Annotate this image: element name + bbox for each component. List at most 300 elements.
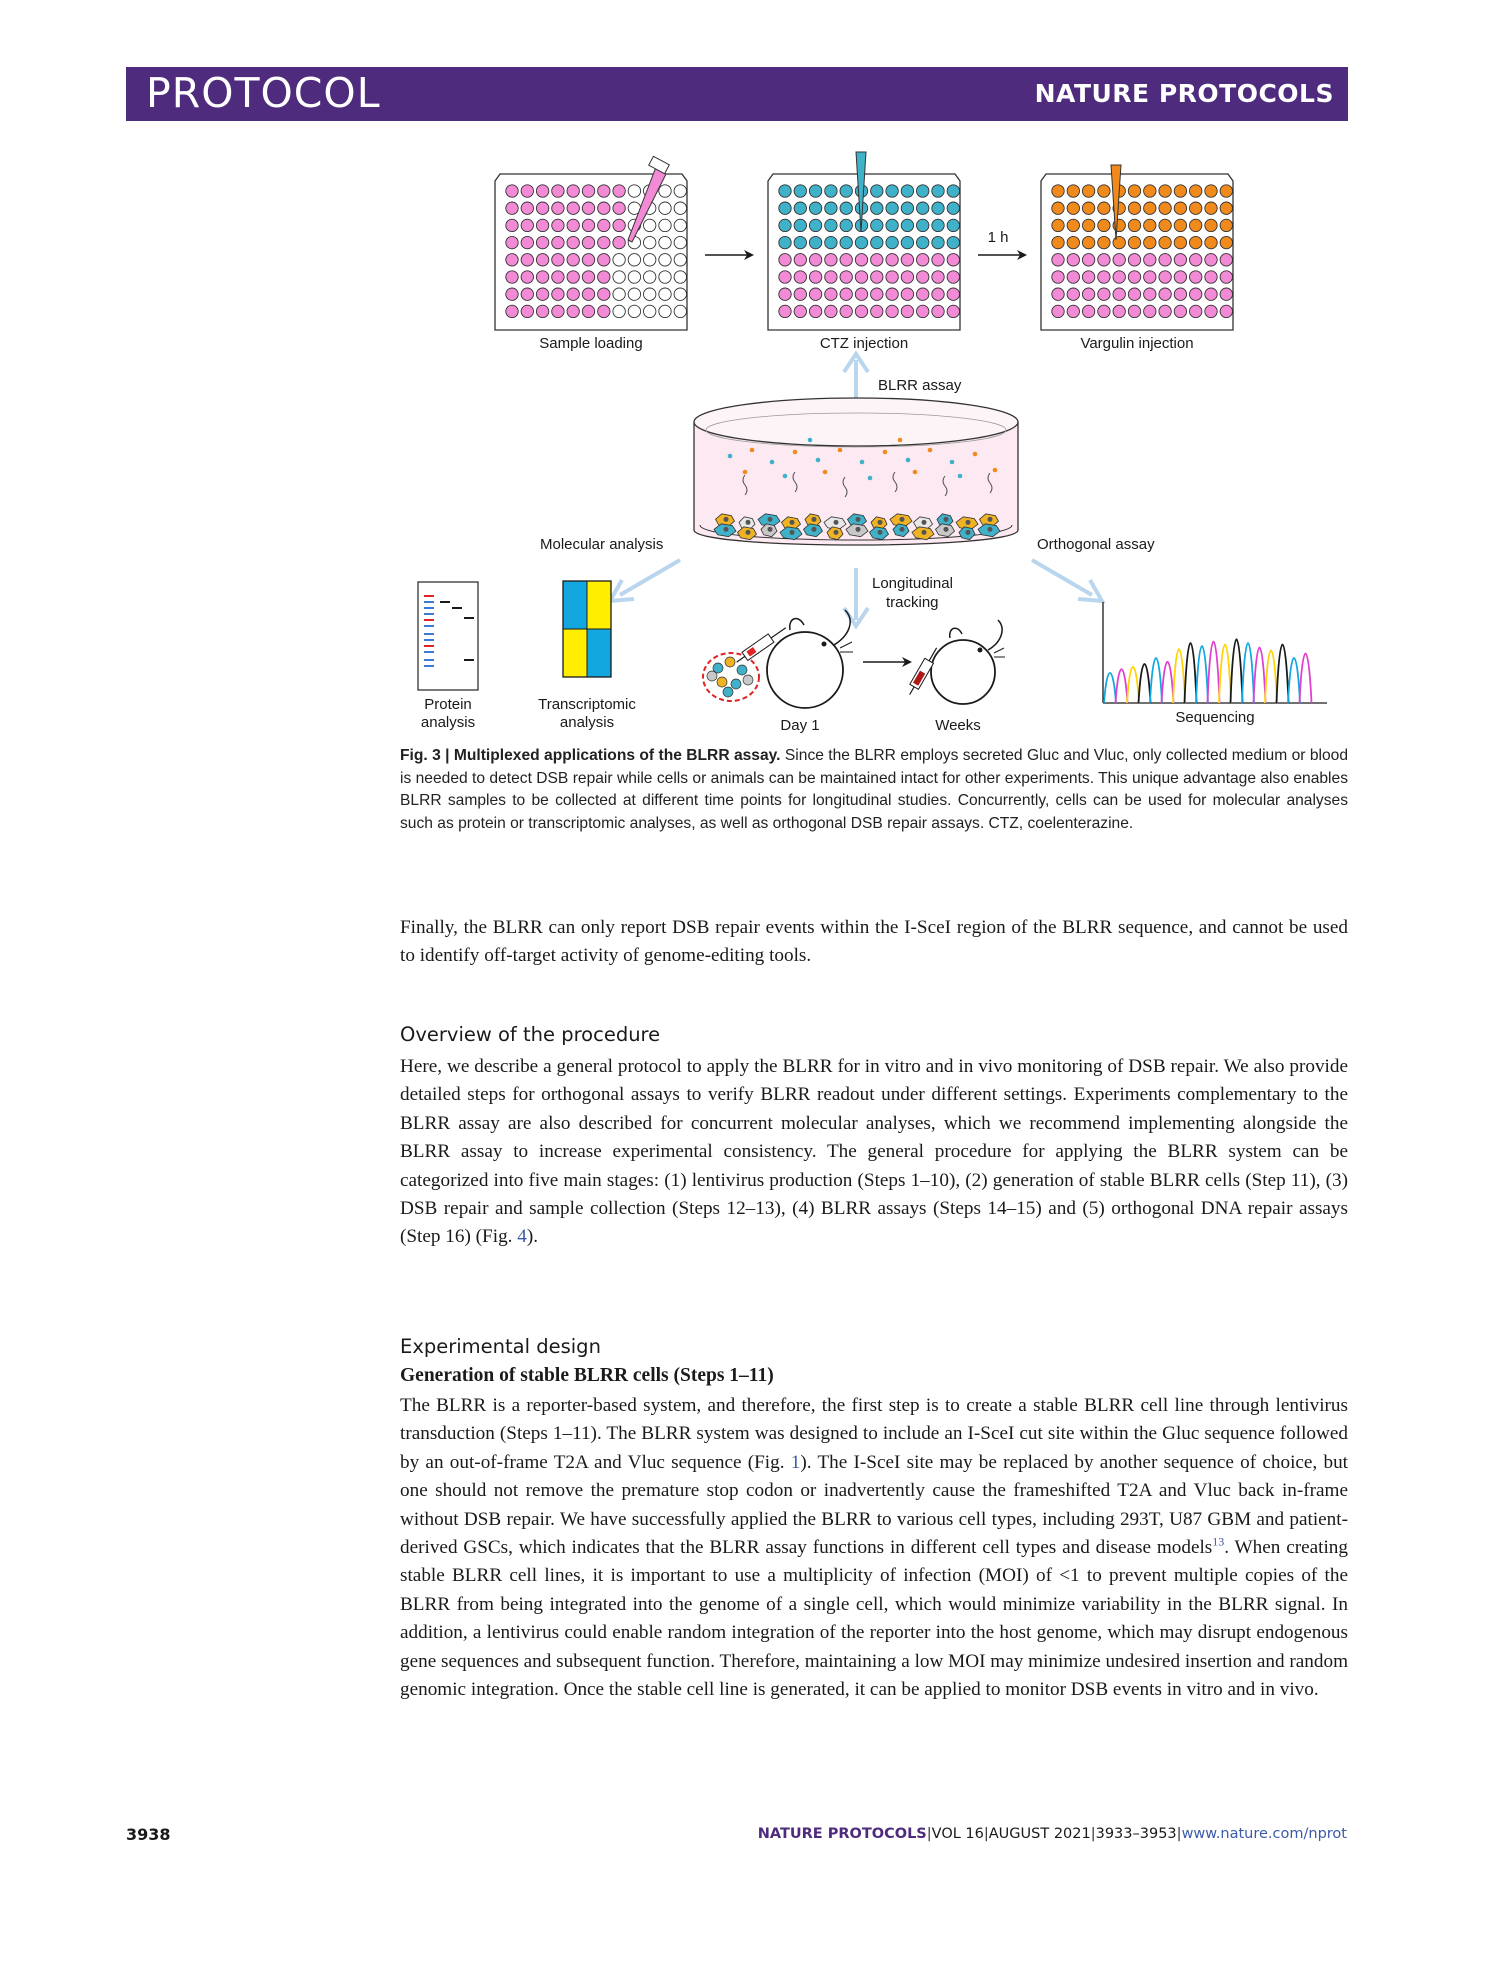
well	[855, 254, 867, 266]
peak	[1185, 643, 1197, 703]
well	[1128, 185, 1140, 197]
peak	[1127, 667, 1139, 703]
well	[917, 236, 929, 248]
nucleus	[724, 517, 729, 522]
well	[613, 288, 625, 300]
well	[1067, 202, 1079, 214]
dot	[728, 454, 733, 459]
well	[582, 288, 594, 300]
well	[1052, 219, 1064, 231]
well	[674, 271, 686, 283]
peak	[1208, 642, 1220, 704]
nucleus	[966, 520, 971, 525]
label-molecular-analysis: Molecular analysis	[540, 536, 664, 553]
well	[809, 254, 821, 266]
nucleus	[746, 520, 751, 525]
well	[1113, 305, 1125, 317]
peak	[1242, 643, 1254, 703]
label-vargulin-injection: Vargulin injection	[1080, 335, 1194, 352]
well	[506, 305, 518, 317]
nucleus	[768, 517, 773, 522]
label-protein-analysis: analysis	[420, 714, 476, 731]
well	[886, 254, 898, 266]
well	[901, 219, 913, 231]
well	[825, 219, 837, 231]
figure-ref-link[interactable]: 4	[517, 1226, 527, 1248]
dot	[973, 452, 978, 457]
well	[779, 202, 791, 214]
nucleus	[900, 527, 905, 532]
nucleus	[812, 527, 817, 532]
dot	[958, 474, 963, 479]
peak	[1162, 662, 1174, 703]
well	[871, 305, 883, 317]
well	[947, 202, 959, 214]
well	[1220, 271, 1232, 283]
well	[840, 254, 852, 266]
well	[1205, 236, 1217, 248]
well	[871, 288, 883, 300]
well	[567, 288, 579, 300]
well	[567, 305, 579, 317]
well	[567, 254, 579, 266]
well	[613, 219, 625, 231]
well	[1190, 305, 1202, 317]
well	[840, 236, 852, 248]
well	[674, 185, 686, 197]
well	[1159, 202, 1171, 214]
label-weeks: Weeks	[935, 717, 981, 734]
well	[947, 305, 959, 317]
journal-name: NATURE PROTOCOLS	[1034, 79, 1334, 108]
well	[779, 254, 791, 266]
well	[917, 288, 929, 300]
well	[644, 219, 656, 231]
well	[871, 219, 883, 231]
well	[886, 185, 898, 197]
well	[809, 271, 821, 283]
well	[779, 271, 791, 283]
well	[947, 254, 959, 266]
well	[521, 202, 533, 214]
separator: |	[1090, 1826, 1096, 1842]
well	[779, 288, 791, 300]
well	[536, 271, 548, 283]
well	[1082, 185, 1094, 197]
well	[659, 288, 671, 300]
well	[613, 185, 625, 197]
dot	[993, 468, 998, 473]
dot	[838, 448, 843, 453]
well	[659, 202, 671, 214]
well	[794, 288, 806, 300]
well	[1082, 219, 1094, 231]
dot	[883, 450, 888, 455]
nucleus	[966, 530, 971, 535]
well	[1082, 288, 1094, 300]
well	[1144, 288, 1156, 300]
paragraph-text: The BLRR is a reporter-based system, and therefore, the first step is to create a stable BLRR cell line through lentivirus transduction (Steps 1–11). The BLRR system was designed to include an I-SceI cut site within the Gluc sequence followed by an out-of-frame T2A and Vluc sequence (Fig.	[400, 1395, 1348, 1473]
figure-ref-link[interactable]: 1	[790, 1451, 801, 1473]
well	[840, 185, 852, 197]
dot	[743, 470, 748, 475]
well	[521, 271, 533, 283]
well	[567, 271, 579, 283]
well	[1113, 288, 1125, 300]
transcriptomic-heatmap-icon	[563, 581, 611, 677]
well	[825, 202, 837, 214]
well	[644, 236, 656, 248]
well	[1159, 236, 1171, 248]
well	[1052, 185, 1064, 197]
well	[521, 305, 533, 317]
dot	[816, 458, 821, 463]
well	[598, 219, 610, 231]
heading-generation: Generation of stable BLRR cells (Steps 1–11)	[400, 1365, 774, 1386]
well	[855, 236, 867, 248]
well	[794, 271, 806, 283]
well	[613, 271, 625, 283]
well	[1113, 236, 1125, 248]
well	[932, 254, 944, 266]
well	[901, 254, 913, 266]
label-blrr-assay: BLRR assay	[878, 377, 962, 394]
well	[1098, 185, 1110, 197]
well	[1174, 236, 1186, 248]
tumor-cell	[743, 675, 753, 685]
well	[598, 305, 610, 317]
culture-dish-icon	[694, 398, 1018, 545]
well	[901, 185, 913, 197]
nucleus	[922, 530, 927, 535]
well	[1128, 202, 1140, 214]
well	[825, 271, 837, 283]
well	[1220, 185, 1232, 197]
footer-citation	[758, 1826, 1347, 1842]
well	[871, 236, 883, 248]
tumor-cell	[725, 657, 735, 667]
well	[809, 236, 821, 248]
well	[1205, 254, 1217, 266]
well	[840, 305, 852, 317]
well	[779, 305, 791, 317]
well	[1052, 254, 1064, 266]
label-day1: Day 1	[780, 717, 820, 734]
nucleus	[878, 520, 883, 525]
well	[1098, 219, 1110, 231]
well	[1159, 271, 1171, 283]
peak	[1288, 658, 1300, 703]
well	[1174, 202, 1186, 214]
well	[1098, 271, 1110, 283]
well	[1128, 288, 1140, 300]
well	[1098, 305, 1110, 317]
well	[1205, 202, 1217, 214]
well	[1159, 305, 1171, 317]
well	[1052, 288, 1064, 300]
well	[628, 288, 640, 300]
well	[1067, 185, 1079, 197]
arrow-down-right-icon	[1032, 560, 1102, 601]
well	[1113, 254, 1125, 266]
well	[506, 236, 518, 248]
well	[552, 236, 564, 248]
well	[598, 185, 610, 197]
label-orthogonal-assay: Orthogonal assay	[1037, 536, 1155, 553]
plate-ctz-injection	[768, 152, 960, 330]
separator: |	[926, 1826, 932, 1842]
well	[582, 254, 594, 266]
well	[809, 185, 821, 197]
paragraph-text: Here, we describe a general protocol to apply the BLRR for in vitro and in vivo monitoring of DSB repair. We also provide detailed steps for orthogonal assays to verify BLRR readout under different settings. Experiments complementary to the BLRR assay are also described for concurrent molecular analyses, which we recommend implementing alongside the BLRR assay to increase experimental consistency. The general procedure for applying the BLRR system can be categorized into five main stages: (1) lentivirus production (Steps 1–10), (2) generation of stable BLRR cells (Step 11), (3) DSB repair and sample collection (Steps 12–13), (4) BLRR assays (Steps 14–15) and (5) orthogonal DNA repair assays (Step 16) (Fig.	[400, 1056, 1348, 1248]
label-longitudinal: Longitudinal	[872, 575, 953, 592]
well	[613, 305, 625, 317]
well	[506, 288, 518, 300]
peak	[1277, 645, 1289, 704]
well	[1174, 305, 1186, 317]
well	[917, 202, 929, 214]
well	[1159, 185, 1171, 197]
well	[659, 236, 671, 248]
well	[1220, 202, 1232, 214]
label-tracking: tracking	[886, 594, 939, 611]
well	[794, 305, 806, 317]
well	[871, 254, 883, 266]
dot	[898, 438, 903, 443]
well	[917, 254, 929, 266]
peak	[1116, 669, 1128, 703]
well	[1052, 202, 1064, 214]
well	[1205, 219, 1217, 231]
well	[567, 236, 579, 248]
nucleus	[768, 527, 773, 532]
well	[871, 185, 883, 197]
well	[506, 271, 518, 283]
nucleus	[790, 530, 795, 535]
well	[794, 202, 806, 214]
well	[932, 236, 944, 248]
well	[1205, 288, 1217, 300]
well	[1174, 254, 1186, 266]
footer-url-link[interactable]: www.nature.com/nprot	[1181, 1826, 1347, 1842]
peak	[1173, 649, 1185, 703]
well	[947, 219, 959, 231]
citation-ref-link[interactable]: 13	[1212, 1534, 1225, 1549]
well	[1128, 271, 1140, 283]
footer-volume: VOL 16	[931, 1826, 984, 1842]
well	[1159, 254, 1171, 266]
well	[1190, 236, 1202, 248]
figure-illustration	[400, 150, 1350, 740]
well	[1098, 202, 1110, 214]
nucleus	[746, 530, 751, 535]
well	[659, 254, 671, 266]
mouse-day1-icon	[703, 610, 853, 708]
well	[567, 219, 579, 231]
well	[506, 202, 518, 214]
well	[674, 288, 686, 300]
label-protein: Protein	[424, 696, 472, 713]
well	[917, 219, 929, 231]
dot	[868, 476, 873, 481]
nucleus	[878, 530, 883, 535]
well	[674, 236, 686, 248]
well	[809, 305, 821, 317]
well	[871, 202, 883, 214]
well	[582, 219, 594, 231]
well	[1144, 305, 1156, 317]
well	[1205, 271, 1217, 283]
well	[901, 236, 913, 248]
well	[1174, 185, 1186, 197]
well	[582, 271, 594, 283]
well	[674, 305, 686, 317]
separator: |	[983, 1826, 989, 1842]
well	[901, 305, 913, 317]
dot	[950, 460, 955, 465]
peak	[1265, 651, 1277, 704]
peak	[1300, 654, 1312, 704]
peak	[1150, 658, 1162, 703]
well	[598, 202, 610, 214]
well	[536, 254, 548, 266]
well	[506, 254, 518, 266]
well	[779, 185, 791, 197]
well	[552, 271, 564, 283]
well	[886, 202, 898, 214]
well	[809, 202, 821, 214]
well	[536, 219, 548, 231]
well	[644, 271, 656, 283]
label-transcriptomic-analysis: analysis	[559, 714, 615, 731]
well	[1128, 254, 1140, 266]
well	[917, 305, 929, 317]
plate-sample-loading	[495, 156, 687, 330]
well	[1220, 305, 1232, 317]
well	[855, 288, 867, 300]
well	[947, 271, 959, 283]
well	[1067, 254, 1079, 266]
well	[825, 236, 837, 248]
well	[809, 219, 821, 231]
well	[582, 202, 594, 214]
well	[1113, 271, 1125, 283]
nucleus	[922, 520, 927, 525]
well	[1098, 236, 1110, 248]
well	[552, 254, 564, 266]
well	[536, 236, 548, 248]
header-banner	[126, 67, 1348, 121]
footer-pages: 3933–3953	[1095, 1826, 1177, 1842]
nucleus	[856, 517, 861, 522]
paragraph-limitation: Finally, the BLRR can only report DSB repair events within the I-SceI region of the BLRR sequence, and cannot be used to identify off-target activity of genome-editing tools.	[400, 917, 1348, 967]
well	[871, 271, 883, 283]
well	[886, 219, 898, 231]
well	[947, 185, 959, 197]
well	[1174, 219, 1186, 231]
well	[644, 288, 656, 300]
well	[628, 271, 640, 283]
well	[917, 185, 929, 197]
well	[840, 219, 852, 231]
well	[1082, 236, 1094, 248]
well	[1159, 219, 1171, 231]
dot	[928, 448, 933, 453]
well	[598, 288, 610, 300]
well	[1082, 202, 1094, 214]
well	[1082, 271, 1094, 283]
caption-text: Since the BLRR employs secreted Gluc and Vluc, only collected medium or blood is needed to detect DSB repair while cells or animals can be maintained intact for other experiments. This unique advantage also enables BLRR samples to be collected at different time points for longitudinal studies. Concurrently, cells can be used for molecular analyses such as protein or transcriptomic analyses, as well as orthogonal DSB repair assays. CTZ, coelenterazine.	[400, 747, 1349, 832]
paragraph-text: . When creating stable BLRR cell lines, it is important to use a multiplicity of infection (MOI) of <1 to prevent multiple copies of the BLRR from being integrated into the genome of a single cell, which would minimize variability in the BLRR signal. In addition, a lentivirus could enable random integration of the reporter into the host genome, which may disrupt endogenous gene sequences and subsequent function. Therefore, maintaining a low MOI may minimize undesired insertion and random genomic integration. Once the stable cell line is generated, it can be applied to monitor DSB events in vitro and in vivo.	[400, 1537, 1348, 1701]
label-one-hour: 1 h	[987, 229, 1009, 246]
arrow-down-icon	[844, 568, 868, 626]
well	[613, 202, 625, 214]
well	[825, 185, 837, 197]
nucleus	[812, 517, 817, 522]
well	[628, 185, 640, 197]
figure-caption	[400, 745, 1348, 835]
nucleus	[988, 517, 993, 522]
peak	[1219, 645, 1231, 704]
well	[1159, 288, 1171, 300]
well	[521, 288, 533, 300]
well	[598, 271, 610, 283]
well	[506, 219, 518, 231]
dot	[770, 460, 775, 465]
well	[1144, 185, 1156, 197]
well	[1205, 185, 1217, 197]
well	[1098, 254, 1110, 266]
well	[1128, 236, 1140, 248]
well	[1144, 219, 1156, 231]
well	[674, 254, 686, 266]
mouse-weeks-icon	[905, 620, 1005, 704]
well	[1128, 219, 1140, 231]
well	[886, 271, 898, 283]
peak	[1231, 639, 1243, 703]
well	[779, 219, 791, 231]
well	[1067, 219, 1079, 231]
heading-overview: Overview of the procedure	[400, 1023, 661, 1046]
dot	[860, 460, 865, 465]
well	[886, 288, 898, 300]
dot	[783, 474, 788, 479]
well	[809, 288, 821, 300]
peak	[1139, 664, 1151, 703]
well	[932, 288, 944, 300]
peak	[1104, 673, 1116, 703]
well	[674, 219, 686, 231]
well	[582, 305, 594, 317]
well	[552, 219, 564, 231]
well	[628, 254, 640, 266]
paragraph-overview	[400, 1053, 1348, 1252]
footer-journal: NATURE PROTOCOLS	[757, 1826, 927, 1842]
tumor-cell	[717, 677, 727, 687]
well	[855, 271, 867, 283]
well	[582, 185, 594, 197]
well	[659, 219, 671, 231]
well	[536, 305, 548, 317]
well	[644, 305, 656, 317]
well	[582, 236, 594, 248]
well	[521, 236, 533, 248]
heading-experimental-design: Experimental design	[400, 1335, 601, 1358]
well	[536, 288, 548, 300]
tumor-cell	[737, 665, 747, 675]
well	[825, 254, 837, 266]
section-label: PROTOCOL	[146, 69, 381, 117]
